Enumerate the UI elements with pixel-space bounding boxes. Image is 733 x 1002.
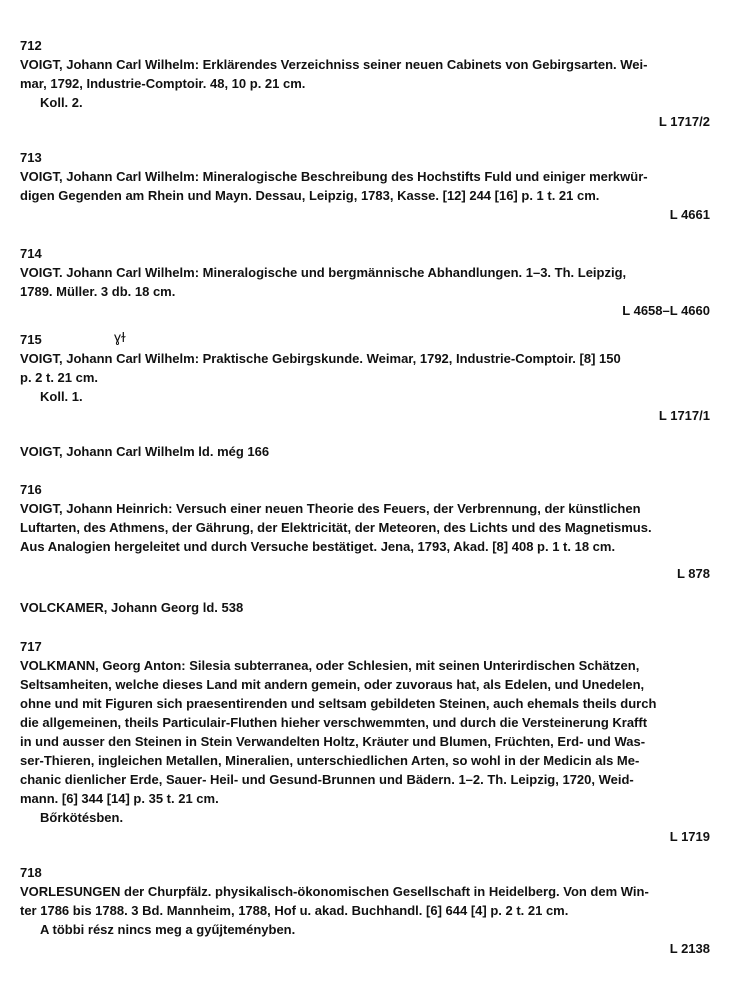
entry-number: 714 (20, 246, 42, 261)
entry-note: Koll. 2. (40, 95, 83, 110)
entry-line: VOIGT, Johann Carl Wilhelm: Mineralogische Beschreibung des Hochstifts Fuld und einiger merkwür- (20, 169, 648, 184)
entry-line: in und ausser den Steinen in Stein Verwandelten Holtz, Kräuter und Blumen, Früchten, Erd- und Was- (20, 734, 646, 749)
entry-712 (20, 36, 710, 131)
entry-line: die allgemeinen, theils Particulair-Fluthen hieher verschwemmten, und durch die Versteinerung Krafft (20, 715, 648, 730)
cross-reference: VOIGT, Johann Carl Wilhelm ld. még 166 (20, 444, 270, 459)
entry-line: VOIGT, Johann Carl Wilhelm: Praktische Gebirgskunde. Weimar, 1792, Industrie-Comptoir. [8] 150 (20, 351, 621, 366)
handwritten-mark: ɣɫ (114, 329, 126, 345)
entry-line: VOIGT, Johann Heinrich: Versuch einer neuen Theorie des Feuers, der Verbrennung, der künstlichen (20, 501, 641, 516)
entry-line: chanic dienlicher Erde, Sauer- Heil- und Gesund-Brunnen und Bädern. 1–2. Th. Leipzig, 1720, Weid- (20, 772, 634, 787)
entry-signature: L 1717/2 (658, 114, 710, 129)
cross-reference: VOLCKAMER, Johann Georg ld. 538 (20, 600, 244, 615)
entry-number: 718 (20, 865, 42, 880)
entry-line: VORLESUNGEN der Churpfälz. physikalisch-ökonomischen Gesellschaft in Heidelberg. Von dem Win- (20, 884, 649, 899)
entry-line: Aus Analogien hergeleitet und durch Versuche bestätiget. Jena, 1793, Akad. [8] 408 p. 1 t. 18 cm. (20, 539, 616, 554)
entry-signature: L 1717/1 (658, 408, 710, 423)
entry-line: ter 1786 bis 1788. 3 Bd. Mannheim, 1788, Hof u. akad. Buchhandl. [6] 644 [4] p. 2 t. 21 cm. (20, 903, 569, 918)
entry-signature: L 2138 (669, 941, 710, 956)
entry-line: digen Gegenden am Rhein und Mayn. Dessau, Leipzig, 1783, Kasse. [12] 244 [16] p. 1 t. 21 cm. (20, 188, 600, 203)
entry-number: 712 (20, 38, 42, 53)
entry-number: 716 (20, 482, 42, 497)
entry-signature: L 878 (676, 566, 710, 581)
entry-signature: L 1719 (669, 829, 710, 844)
entry-number: 713 (20, 150, 42, 165)
entry-line: ser-Thieren, ingleichen Metallen, Mineralien, unterschiedlichen Arten, so wohl in der Medicin als Me- (20, 753, 640, 768)
entry-note: A többi rész nincs meg a gyűjteményben. (40, 922, 296, 937)
entry-714 (20, 244, 710, 320)
entry-717 (20, 637, 710, 846)
entry-713 (20, 148, 710, 224)
entry-line: mann. [6] 344 [14] p. 35 t. 21 cm. (20, 791, 219, 806)
entry-line: Luftarten, des Athmens, der Gährung, der Elektricität, der Meteoren, des Lichts und des Magnetismus. (20, 520, 652, 535)
entry-715 (20, 330, 710, 425)
entry-line: VOLKMANN, Georg Anton: Silesia subterranea, oder Schlesien, mit seinen Unterirdischen Schätzen, (20, 658, 640, 673)
entry-line: VOIGT, Johann Carl Wilhelm: Erklärendes Verzeichniss seiner neuen Cabinets von Gebirgsarten. Wei- (20, 57, 648, 72)
entry-line: ohne und mit Figuren sich praesentirenden und seltsam gebildeten Steinen, auch ehemals theils durch (20, 696, 657, 711)
entry-note: Bőrkötésben. (40, 810, 124, 825)
entry-number: 717 (20, 639, 42, 654)
entry-signature: L 4658–L 4660 (622, 303, 710, 318)
entry-718 (20, 863, 710, 958)
entry-line: VOIGT. Johann Carl Wilhelm: Mineralogische und bergmännische Abhandlungen. 1–3. Th. Leipzig, (20, 265, 627, 280)
entry-note: Koll. 1. (40, 389, 83, 404)
entry-line: p. 2 t. 21 cm. (20, 370, 99, 385)
entry-signature: L 4661 (669, 207, 710, 222)
entry-number: 715 (20, 332, 42, 347)
entry-716 (20, 480, 710, 583)
entry-line: 1789. Müller. 3 db. 18 cm. (20, 284, 176, 299)
entry-line: Seltsamheiten, welche dieses Land mit andern gemein, oder zuvoraus hat, als Edelen, und Unedelen, (20, 677, 645, 692)
entry-line: mar, 1792, Industrie-Comptoir. 48, 10 p. 21 cm. (20, 76, 306, 91)
